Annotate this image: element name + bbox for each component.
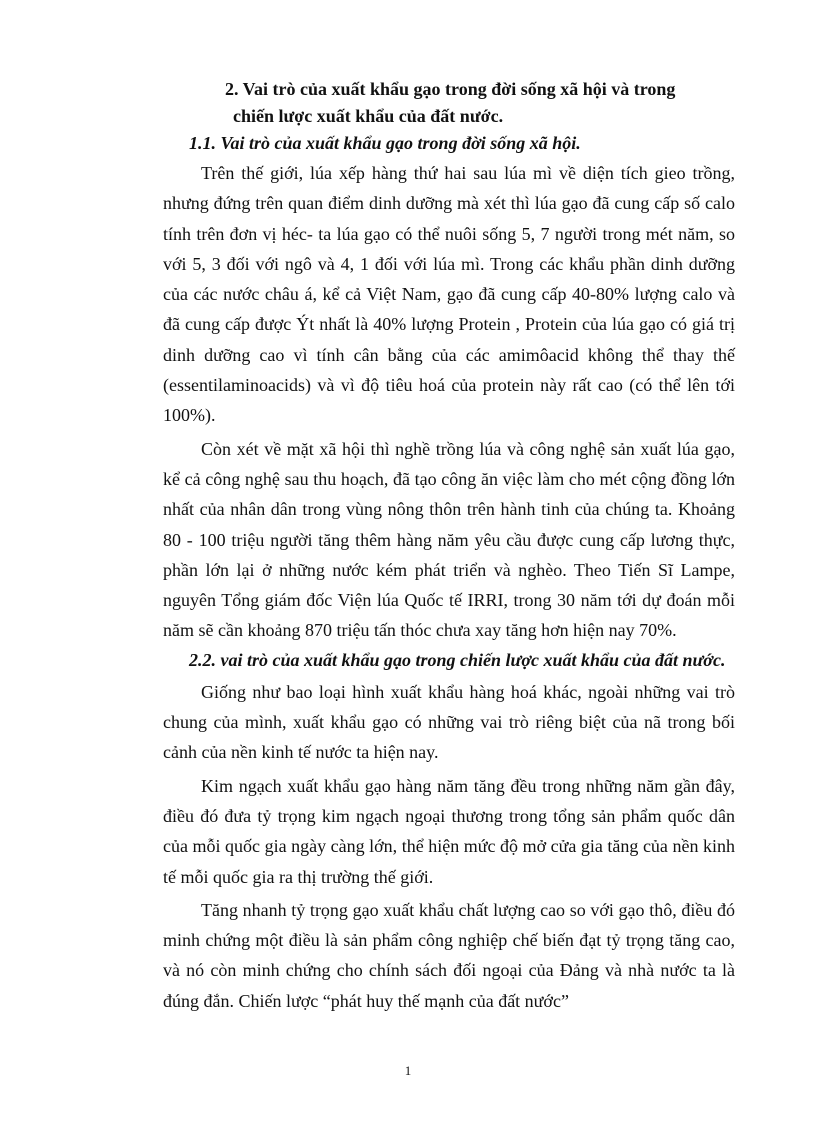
section-1-1-paragraph-1: Trên thế giới, lúa xếp hàng thứ hai sau lúa mì về diện tích gieo trồng, nhưng đứng trên quan điểm dinh dưỡng mà xét thì lúa gạo đã cung cấp số calo tính trên đơn vị héc- ta lúa gạo có thể nuôi sống 5, 7 người trong mét năm, so với 5, 3 đối với ngô và 4, 1 đối với lúa mì. Trong các khẩu phần dinh dưỡng của các nước châu á, kể cả Việt Nam, gạo đã cung cấp 40-80% lượng calo và đã cung cấp được Ýt nhất là 40% lượng Protein , Protein của lúa gạo có giá trị dinh dưỡng cao vì tính cân bằng của các amimôacid không thể thay thế (essentilaminoacids) và vì độ tiêu hoá của protein này rất cao (có thể lên tới 100%).	[163, 163, 735, 426]
section-1-1-paragraph-2: Còn xét về mặt xã hội thì nghề trồng lúa và công nghệ sản xuất lúa gạo, kể cả công nghệ sau thu hoạch, đã tạo công ăn việc làm cho mét cộng đồng lớn nhất của nhân dân trong vùng nông thôn trên hành tinh của chúng ta. Khoảng 80 - 100 triệu người tăng thêm hàng năm yêu cầu được cung cấp lương thực, phần lớn lại ở những nước kém phát triển và nghèo. Theo Tiến Sĩ Lampe, nguyên Tổng giám đốc Viện lúa Quốc tế IRRI, trong 30 năm tới dự đoán mỗi năm sẽ cần khoảng 870 triệu tấn thóc chưa xay tăng hơn hiện nay 70%.	[163, 438, 735, 641]
chapter-heading-line-2: chiến lược xuất khẩu của đất nước.	[233, 106, 504, 126]
chapter-heading	[163, 76, 735, 130]
section-2-2-paragraph-3: Tăng nhanh tỷ trọng gạo xuất khẩu chất lượng cao so với gạo thô, điều đó minh chứng một điều là sản phẩm công nghiệp chế biến đạt tỷ trọng tăng cao, và nó còn minh chứng cho chính sách đối ngoại của Đảng và nhà nước ta là đúng đắn. Chiến lược “phát huy thế mạnh của đất nước”	[163, 899, 735, 1011]
chapter-heading-line-1: 2. Vai trò của xuất khẩu gạo trong đời sống xã hội và trong	[225, 79, 676, 99]
section-1-1-heading: 1.1. Vai trò của xuất khẩu gạo trong đời sống xã hội.	[189, 133, 581, 153]
section-2-2-paragraph-1: Giống như bao loại hình xuất khẩu hàng hoá khác, ngoài những vai trò chung của mình, xuất khẩu gạo có những vai trò riêng biệt của nã trong bối cảnh của nền kinh tế nước ta hiện nay.	[163, 681, 735, 763]
section-2-2-heading: 2.2. vai trò của xuất khẩu gạo trong chiến lược xuất khẩu của đất nước.	[189, 649, 726, 670]
page-number: 1	[404, 1063, 412, 1078]
page-content	[163, 76, 735, 1016]
section-2-2-paragraph-2: Kim ngạch xuất khẩu gạo hàng năm tăng đều trong những năm gần đây, điều đó đưa tỷ trọng kim ngạch ngoại thương trong tổng sản phẩm quốc dân của mỗi quốc gia ngày càng lớn, thể hiện mức độ mở cửa gia tăng của nền kinh tế mỗi quốc gia ra thị trường thế giới.	[163, 775, 735, 887]
